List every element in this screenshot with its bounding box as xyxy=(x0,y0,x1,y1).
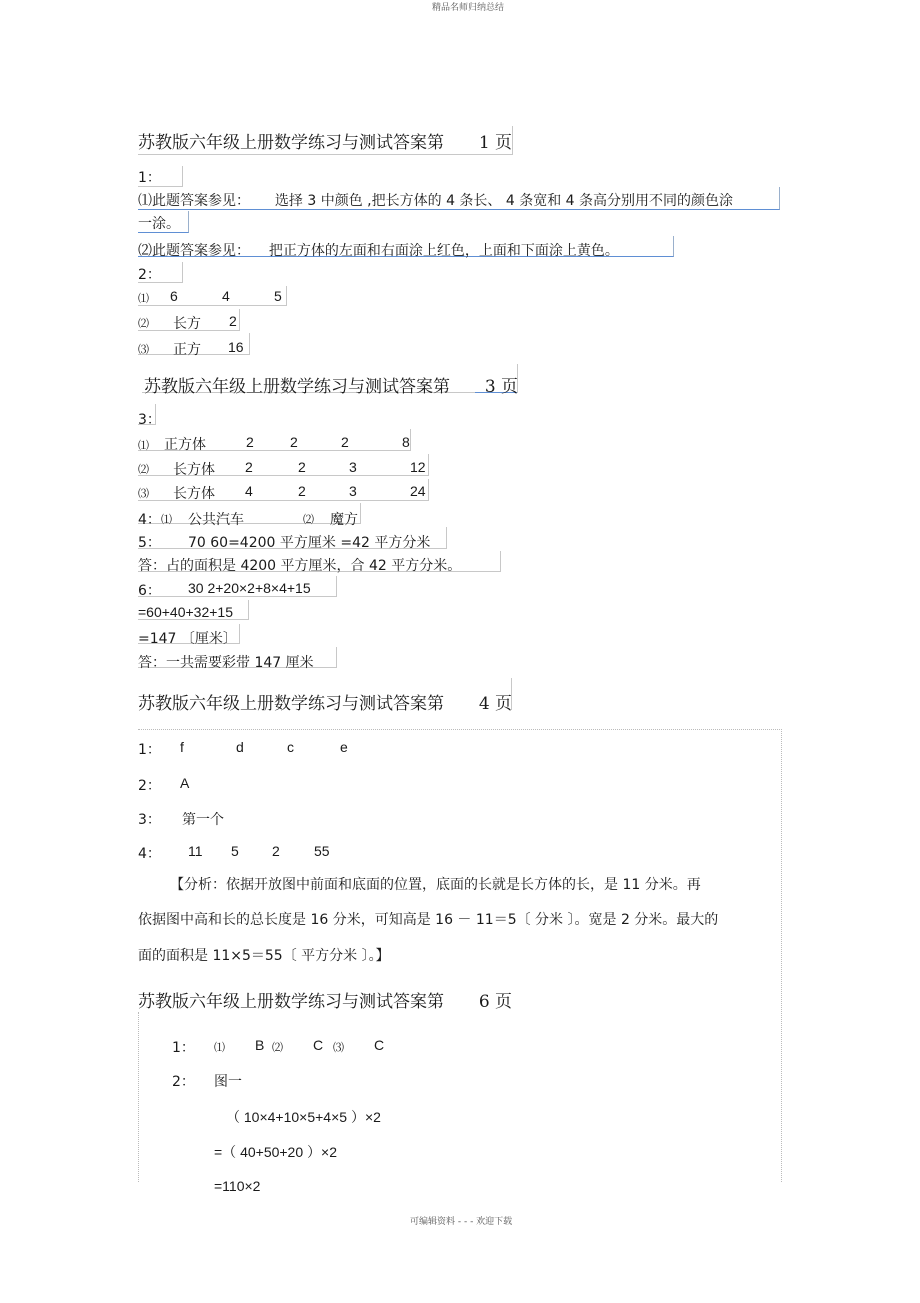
q3-v: 第一个 xyxy=(182,812,224,828)
q3-row-2-v4: 12 xyxy=(410,459,426,475)
q1-a1: B xyxy=(255,1037,265,1053)
q3-row-3-v1: 4 xyxy=(245,483,253,499)
q2-row-1-b: 4 xyxy=(222,288,230,304)
title-page-number: 4 xyxy=(478,694,490,714)
page-header: 精品名师归纳总结 xyxy=(432,3,505,13)
q3-row-2-no: ⑵ xyxy=(138,463,149,476)
q2-line-3: =110×2 xyxy=(214,1178,261,1194)
q2-row-3-b: 16 xyxy=(228,339,244,355)
analysis-line-1: 【分析：依据开放图中前面和底面的位置，底面的长就是长方体的长，是 11 分米。再 xyxy=(170,877,701,893)
section-title xyxy=(144,372,518,397)
title-text: 苏教版六年级上册数学练习与测试答案第 xyxy=(138,992,444,1012)
title-text: 苏教版六年级上册数学练习与测试答案第 xyxy=(138,133,444,153)
section-title xyxy=(138,128,512,153)
q3-row-3-v3: 3 xyxy=(349,483,357,499)
page-footer: 可编辑资料 - - - 欢迎下载 xyxy=(410,1217,513,1227)
q3-label: 3： xyxy=(138,812,161,828)
q1-label: 1： xyxy=(172,1040,195,1056)
q6-line-1: 30 2+20×2+8×4+15 xyxy=(188,580,311,596)
q1-1-text: 选择 3 中颜色 ,把长方体的 4 条长、 4 条宽和 4 条高分别用不同的颜色涂 xyxy=(274,193,734,209)
q4-v1: 11 xyxy=(188,843,203,859)
q6-label: 6： xyxy=(138,583,161,599)
title-page-suffix: 页 xyxy=(501,377,519,397)
q3-row-1-v3: 2 xyxy=(341,434,349,450)
q2-figure: 图一 xyxy=(214,1074,242,1090)
q1-1-line xyxy=(138,190,733,210)
section-title xyxy=(138,987,512,1012)
title-page-number: 1 xyxy=(478,133,490,153)
q5-label: 5： xyxy=(138,535,161,551)
q3-row-1-v4: 8 xyxy=(402,434,410,450)
q3-row-3-v2: 2 xyxy=(298,483,306,499)
title-page-number: 3 xyxy=(484,377,496,397)
q1-n1: ⑴ xyxy=(214,1041,225,1054)
q1-v4: e xyxy=(340,739,348,755)
q3-row-2-v1: 2 xyxy=(245,459,253,475)
q3-row-2-v3: 3 xyxy=(349,459,357,475)
q4-b: 魔方 xyxy=(330,512,358,528)
analysis-line-2: 依据图中高和长的总长度是 16 分米，可知高是 16 － 11＝5〔 分米 〕。宽是 2 分米。最大的 xyxy=(138,912,719,928)
q5-expr: 70 60=4200 平方厘米 =42 平方分米 xyxy=(188,535,431,551)
title-text: 苏教版六年级上册数学练习与测试答案第 xyxy=(144,377,450,397)
q1-label: 1： xyxy=(138,742,161,758)
q5-answer: 答：占的面积是 4200 平方厘米，合 42 平方分米。 xyxy=(138,558,462,574)
q2-label: 2： xyxy=(172,1074,195,1090)
q3-row-3-shape: 长方体 xyxy=(173,486,215,502)
q2-v: A xyxy=(180,775,190,791)
q2-row-1-no: ⑴ xyxy=(138,292,149,305)
q1-n3: ⑶ xyxy=(333,1041,344,1054)
q2-row-1-frame xyxy=(138,286,287,306)
q4-v4: 55 xyxy=(314,843,330,859)
section-right-rule xyxy=(781,969,782,1182)
q1-2-label: ⑵此题答案参见： xyxy=(138,243,250,259)
q4-v2: 5 xyxy=(231,843,239,859)
title-page-suffix: 页 xyxy=(495,992,513,1012)
q4-v3: 2 xyxy=(272,843,280,859)
q3-row-3-v4: 24 xyxy=(410,483,426,499)
section-left-rule xyxy=(138,1012,139,1182)
title-page-suffix: 页 xyxy=(495,133,513,153)
q2-row-3-no: ⑶ xyxy=(138,343,149,356)
q3-row-1-v1: 2 xyxy=(246,434,254,450)
q4-label: 4： xyxy=(138,512,161,528)
title-page-number: 6 xyxy=(478,992,490,1012)
q3-label: 3： xyxy=(138,412,161,428)
q1-n2: ⑵ xyxy=(272,1041,283,1054)
q3-row-1-no: ⑴ xyxy=(138,439,149,452)
q3-row-2-shape: 长方体 xyxy=(173,462,215,478)
q6-line-3: =147 〔厘米〕 xyxy=(138,631,237,647)
q1-v1: f xyxy=(180,739,184,755)
q1-a3: C xyxy=(374,1037,385,1053)
title-page-suffix: 页 xyxy=(495,694,513,714)
q4-label: 4： xyxy=(138,846,161,862)
q2-label: 2： xyxy=(138,778,161,794)
q6-line-2: =60+40+32+15 xyxy=(138,604,233,620)
q3-row-3-no: ⑶ xyxy=(138,487,149,500)
q1-2-line xyxy=(138,240,619,260)
q2-row-3-a: 正方 xyxy=(173,342,201,358)
q1-1-label: ⑴此题答案参见： xyxy=(138,193,250,209)
analysis-line-3: 面的面积是 11×5＝55〔 平方分米 〕。】 xyxy=(138,948,390,964)
q4-b-no: ⑵ xyxy=(303,513,314,526)
title-text: 苏教版六年级上册数学练习与测试答案第 xyxy=(138,694,444,714)
q2-line-2: =（ 40+50+20 ）×2 xyxy=(214,1144,337,1160)
section-title xyxy=(138,689,512,714)
q1-1-cont: 一涂。 xyxy=(138,216,180,232)
q2-row-1-a: 6 xyxy=(170,288,178,304)
q6-answer: 答：一共需要彩带 147 厘米 xyxy=(138,655,314,671)
q1-label: 1： xyxy=(138,170,161,186)
q2-row-1-c: 5 xyxy=(274,288,282,304)
q3-row-2-v2: 2 xyxy=(298,459,306,475)
q2-row-2-b: 2 xyxy=(229,313,237,329)
q2-row-2-a: 长方 xyxy=(173,316,201,332)
q3-row-1-v2: 2 xyxy=(290,434,298,450)
q1-2-text: 把正方体的左面和右面涂上红色，上面和下面涂上黄色。 xyxy=(268,243,619,259)
q2-line-1: （ 10×4+10×5+4×5 ）×2 xyxy=(226,1109,381,1125)
q2-row-2-no: ⑵ xyxy=(138,317,149,330)
q2-label: 2： xyxy=(138,267,161,283)
q1-v3: c xyxy=(287,739,294,755)
q4-a: 公共汽车 xyxy=(188,512,244,528)
q3-row-1-shape: 正方体 xyxy=(164,437,206,453)
q1-v2: d xyxy=(236,739,244,755)
q4-a-no: ⑴ xyxy=(161,513,172,526)
q1-a2: C xyxy=(313,1037,324,1053)
